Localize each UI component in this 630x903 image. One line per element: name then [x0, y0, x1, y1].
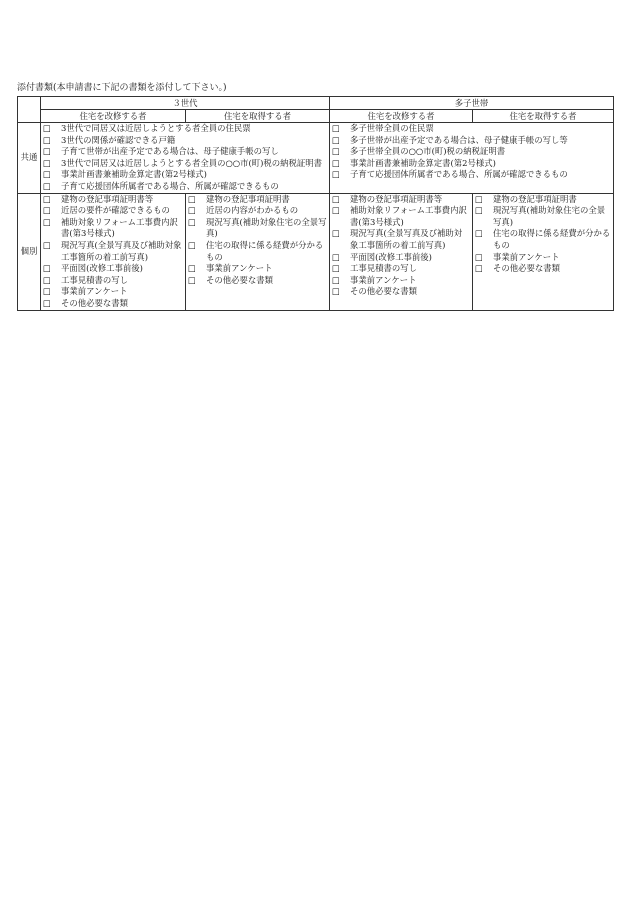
checklist-item [188, 263, 327, 275]
individual-three-gen-acquire-cell [186, 193, 330, 310]
checklist-item [332, 286, 470, 298]
checklist-item [43, 275, 183, 287]
common-three-gen-cell [41, 123, 330, 194]
checklist-item-label: 工事見積書の写し [61, 274, 128, 285]
checklist-item-label: 3世代で同居又は近居しようとする者全員の○○市(町)税の納税証明書 [61, 157, 322, 168]
checklist-item [475, 194, 611, 206]
checklist-item [188, 205, 327, 217]
checklist-item-label: 平面図(改修工事前後) [350, 251, 432, 262]
checklist-item-label: 子育て応援団体所属者である場合、所属が確認できるもの [350, 169, 568, 180]
attachment-heading: 添付書類(本申請書に下記の書類を添付して下さい。) [17, 83, 227, 93]
checklist-item-label: 平面図(改修工事前後) [61, 263, 143, 274]
checklist-item-label: 子育て世帯が出産予定である場合は、母子健康手帳の写し [61, 146, 279, 157]
checkbox-icon: □ [43, 286, 51, 297]
checkbox-icon: □ [43, 146, 51, 157]
checklist-item-label: 事業前アンケート [206, 263, 273, 274]
checkbox-icon: □ [43, 274, 51, 285]
subhead-three-gen-acquire: 住宅を取得する者 [186, 110, 330, 123]
checkbox-icon: □ [332, 263, 340, 274]
subhead-three-gen-renovate: 住宅を改修する者 [41, 110, 186, 123]
checklist-item-label: その他必要な書類 [61, 297, 128, 308]
checklist-item-label: 建物の登記事項証明書 [493, 193, 577, 204]
individual-three-gen-renovate-cell [41, 193, 186, 310]
checklist-item [332, 194, 470, 206]
checklist-item [332, 169, 611, 181]
checklist-item [332, 123, 611, 135]
checklist-item-label: 建物の登記事項証明書 [206, 193, 290, 204]
checkbox-icon: □ [43, 134, 51, 145]
checkbox-icon: □ [332, 134, 340, 145]
checklist-item [43, 263, 183, 275]
checkbox-icon: □ [188, 263, 196, 274]
group-multi-child: 多子世帯 [330, 97, 614, 110]
checkbox-icon: □ [332, 169, 340, 180]
checklist-item [43, 169, 327, 181]
checklist-item [332, 275, 470, 287]
checkbox-icon: □ [475, 228, 483, 239]
checkbox-icon: □ [43, 263, 51, 274]
checklist-item [188, 217, 327, 240]
common-multi-child-cell [330, 123, 614, 194]
checkbox-icon: □ [188, 205, 196, 216]
checkbox-icon: □ [43, 123, 51, 133]
checklist-item [43, 158, 327, 170]
checklist-item [43, 123, 327, 135]
checkbox-icon: □ [43, 169, 51, 180]
checklist-item [475, 252, 611, 264]
checkbox-icon: □ [332, 205, 340, 216]
checkbox-icon: □ [43, 216, 51, 227]
checklist-item-label: 補助対象リフォーム工事費内訳書(第3号様式) [61, 216, 178, 239]
subheader-row [18, 110, 614, 123]
checklist-item-label: 建物の登記事項証明書等 [350, 193, 443, 204]
individual-multi-renovate-cell [330, 193, 473, 310]
checkbox-icon: □ [475, 263, 483, 274]
checkbox-icon: □ [332, 286, 340, 297]
row-label-individual: 個別 [18, 193, 41, 310]
individual-multi-acquire-cell [473, 193, 614, 310]
checklist-item [188, 194, 327, 206]
checklist-item [332, 158, 611, 170]
checklist-item-label: 近居の要件が確認できるもの [61, 205, 170, 216]
checklist-item-label: 事業計画書兼補助金算定書(第2号様式) [61, 169, 207, 180]
checklist-item [332, 228, 470, 251]
individual-row [18, 193, 614, 310]
checklist-item [43, 298, 183, 310]
checklist-item-label: 現況写真(補助対象住宅の全景写真) [206, 216, 327, 239]
checklist-item [43, 286, 183, 298]
checklist-item [43, 181, 327, 193]
checklist-item [43, 205, 183, 217]
checklist-item-label: 現況写真(全景写真及び補助対象工事箇所の着工前写真) [61, 239, 182, 262]
checklist-item [332, 252, 470, 264]
group-header-row [18, 97, 614, 110]
checklist-item [332, 135, 611, 147]
checkbox-icon: □ [43, 157, 51, 168]
corner-cell [18, 97, 41, 123]
checklist-item-label: 事業前アンケート [61, 286, 128, 297]
checklist-item-label: 住宅の取得に係る経費が分かるもの [206, 239, 324, 262]
checkbox-icon: □ [475, 193, 483, 204]
checkbox-icon: □ [332, 157, 340, 168]
checkbox-icon: □ [475, 205, 483, 216]
checklist-item [332, 205, 470, 228]
checklist-item-label: 3世代で同居又は近居しようとする者全員の住民票 [61, 123, 251, 133]
attachment-table [17, 96, 614, 311]
checkbox-icon: □ [43, 239, 51, 250]
checklist-item [332, 263, 470, 275]
checklist-item [332, 146, 611, 158]
checklist-item-label: 建物の登記事項証明書等 [61, 193, 154, 204]
checkbox-icon: □ [332, 123, 340, 133]
checklist-item-label: その他必要な書類 [350, 286, 417, 297]
common-row [18, 123, 614, 194]
checklist-item-label: 住宅の取得に係る経費が分かるもの [493, 228, 611, 250]
checklist-item [43, 146, 327, 158]
checkbox-icon: □ [43, 193, 51, 204]
row-label-common: 共通 [18, 123, 41, 194]
group-three-gen: ３世代 [41, 97, 330, 110]
checkbox-icon: □ [475, 251, 483, 262]
subhead-multi-renovate: 住宅を改修する者 [330, 110, 473, 123]
checkbox-icon: □ [332, 146, 340, 157]
checkbox-icon: □ [43, 205, 51, 216]
checklist-item [43, 194, 183, 206]
checklist-item-label: 現況写真(全景写真及び補助対象工事箇所の着工前写真) [350, 228, 463, 250]
checklist-item-label: 工事見積書の写し [350, 263, 417, 274]
checklist-item [475, 228, 611, 251]
checkbox-icon: □ [188, 216, 196, 227]
checklist-item-label: 多子世帯全員の住民票 [350, 123, 434, 133]
checklist-item-label: その他必要な書類 [493, 263, 560, 274]
checklist-item-label: 子育て応援団体所属者である場合、所属が確認できるもの [61, 180, 279, 191]
checkbox-icon: □ [332, 228, 340, 239]
subhead-multi-acquire: 住宅を取得する者 [473, 110, 614, 123]
checkbox-icon: □ [332, 274, 340, 285]
checkbox-icon: □ [43, 180, 51, 191]
checklist-item-label: 事業前アンケート [350, 274, 417, 285]
checklist-item [475, 205, 611, 228]
checkbox-icon: □ [188, 239, 196, 250]
checklist-item [43, 135, 327, 147]
checkbox-icon: □ [43, 297, 51, 308]
checklist-item [43, 240, 183, 263]
checklist-item-label: 近居の内容がわかるもの [206, 205, 299, 216]
checklist-item-label: その他必要な書類 [206, 274, 273, 285]
checkbox-icon: □ [332, 251, 340, 262]
checklist-item [188, 240, 327, 263]
checklist-item-label: 多子世帯が出産予定である場合は、母子健康手帳の写し等 [350, 134, 568, 145]
checklist-item-label: 多子世帯全員の○○市(町)税の納税証明書 [350, 146, 506, 157]
checkbox-icon: □ [332, 193, 340, 204]
checkbox-icon: □ [188, 274, 196, 285]
checklist-item [188, 275, 327, 287]
checkbox-icon: □ [188, 193, 196, 204]
checklist-item-label: 補助対象リフォーム工事費内訳書(第3号様式) [350, 205, 467, 227]
checklist-item [475, 263, 611, 275]
document-page [17, 82, 613, 311]
checklist-item-label: 3世代の関係が確認できる戸籍 [61, 134, 176, 145]
checklist-item-label: 事業前アンケート [493, 251, 560, 262]
checklist-item-label: 事業計画書兼補助金算定書(第2号様式) [350, 157, 496, 168]
checklist-item [43, 217, 183, 240]
checklist-item-label: 現況写真(補助対象住宅の全景写真) [493, 205, 606, 227]
